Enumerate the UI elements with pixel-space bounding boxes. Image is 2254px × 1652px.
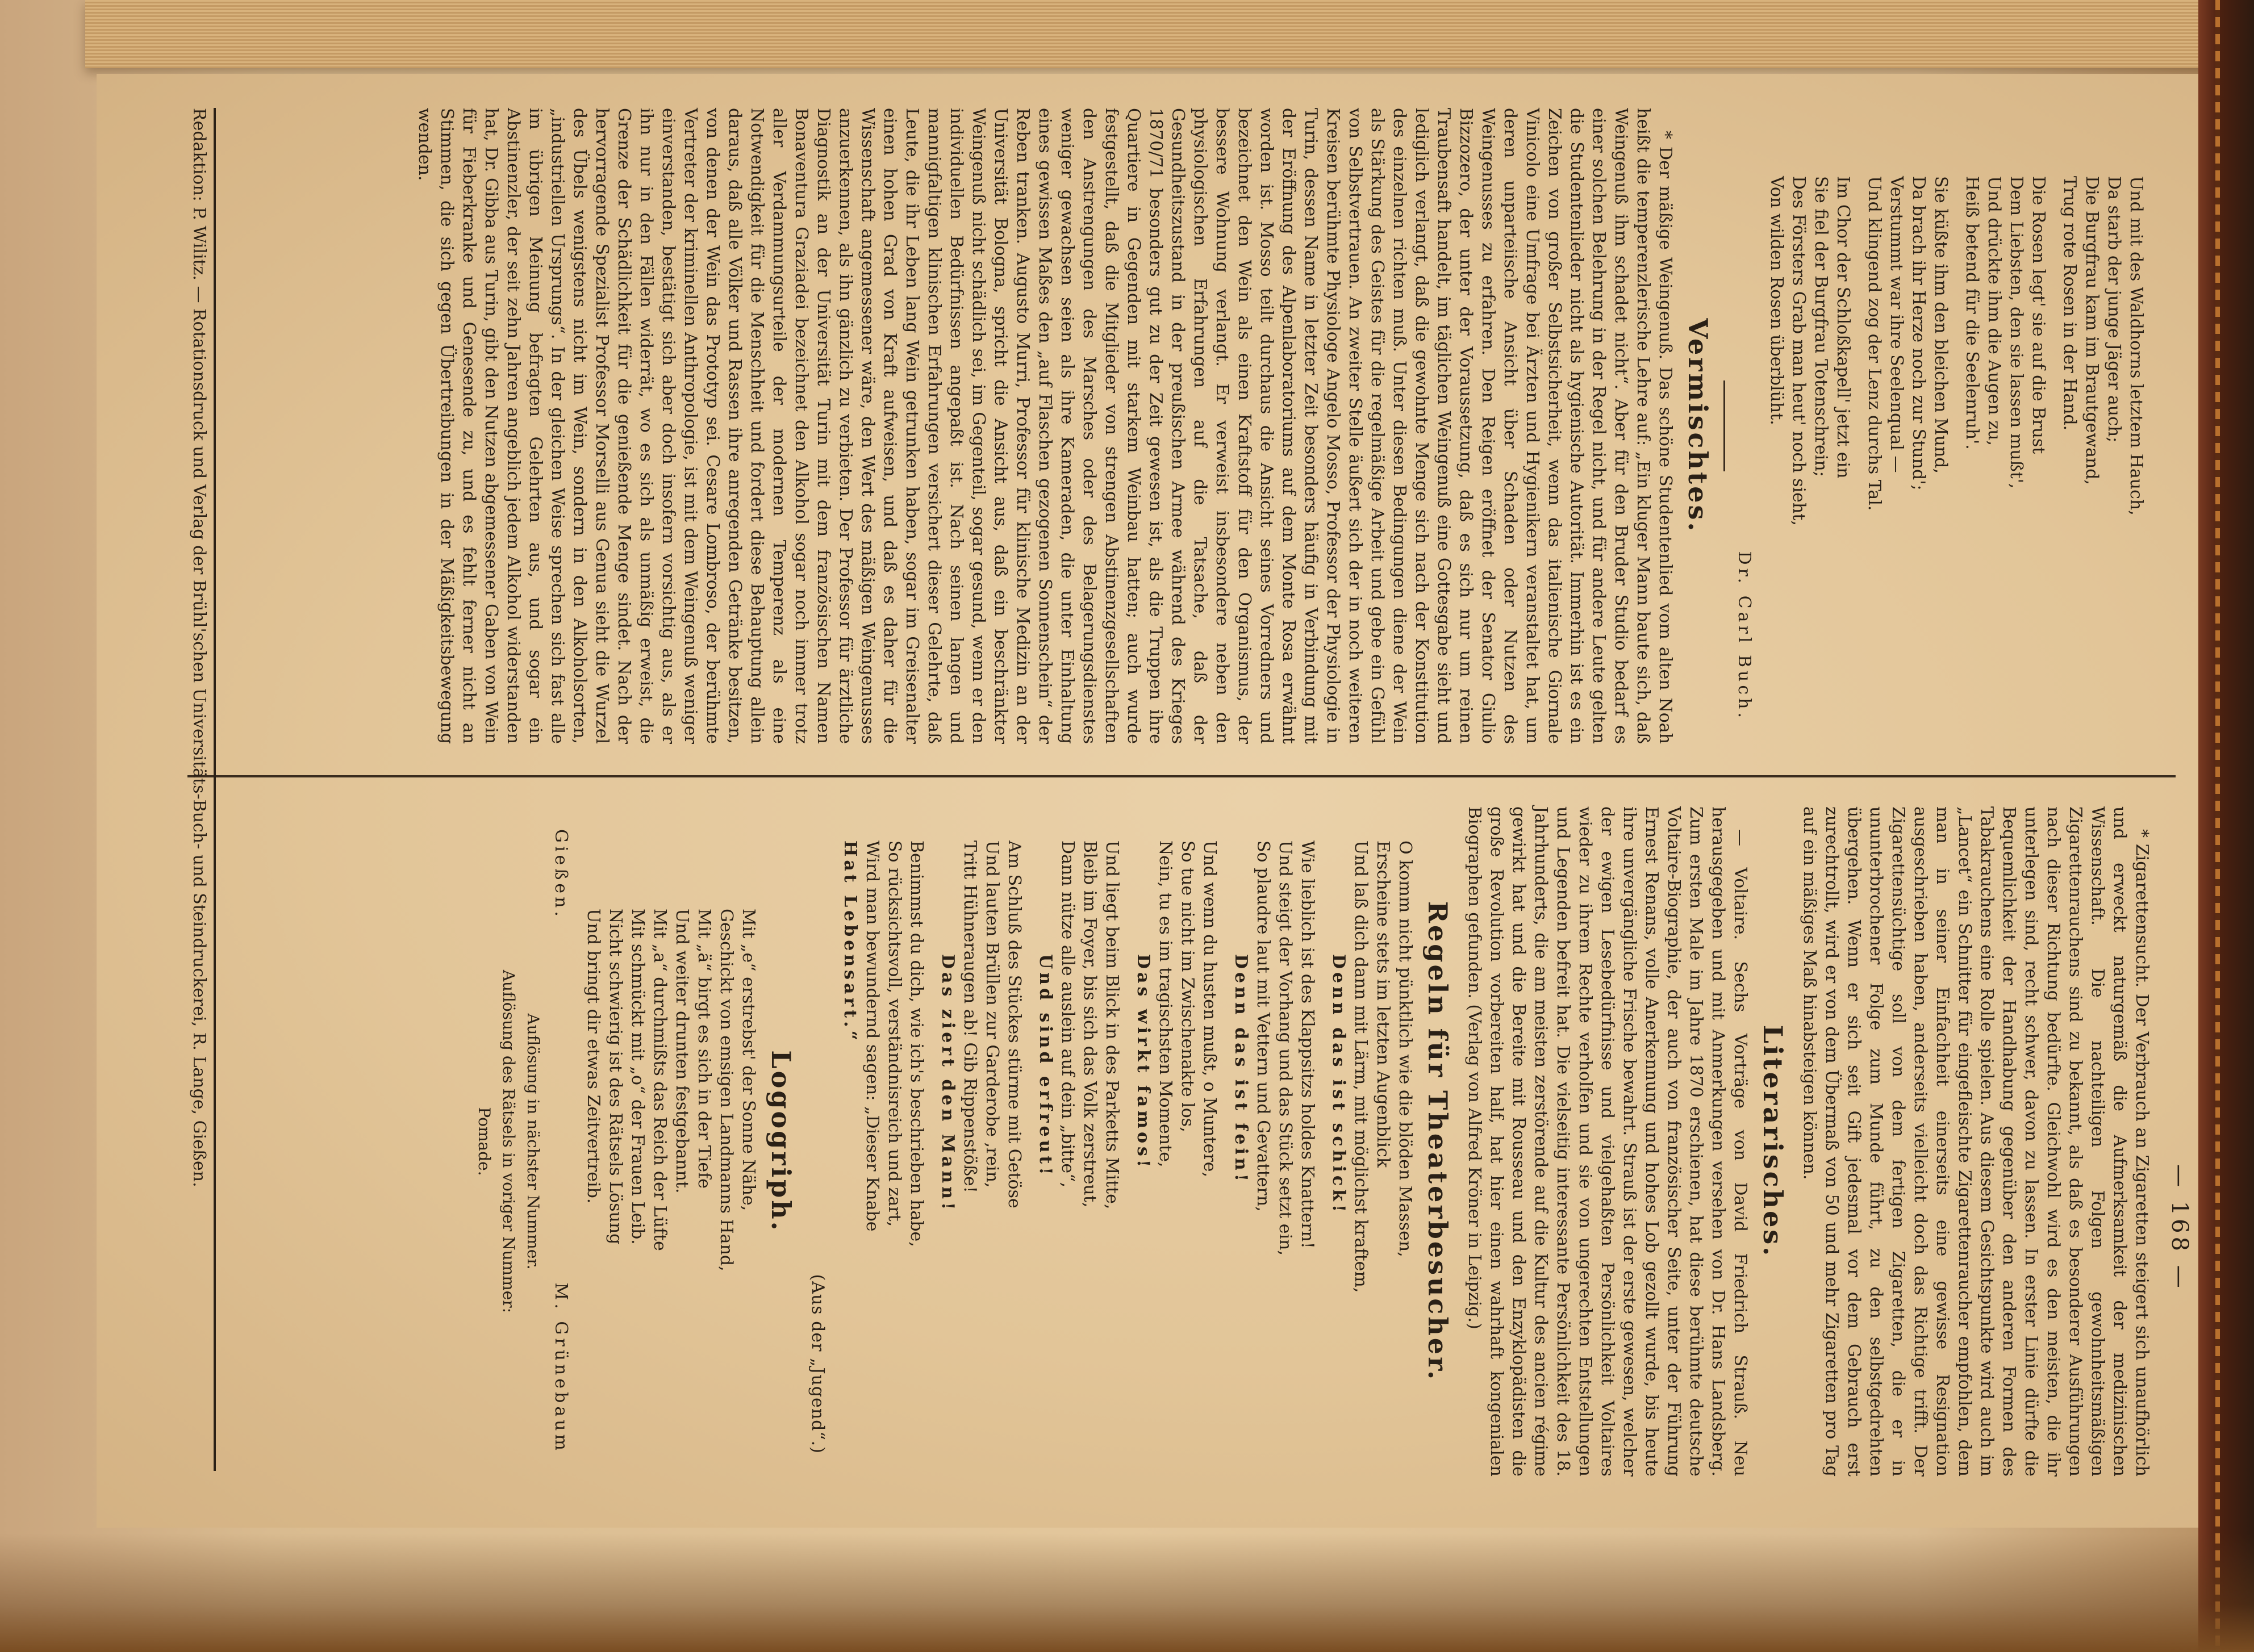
poem-line: So rücksichtsvoll, verständnisreich und zart, <box>884 840 904 1227</box>
poem-line: So tue nicht im Zwischenakte los, <box>1178 840 1197 1132</box>
poem-line: Verstummt war ihre Seelenqual — <box>1886 176 1906 473</box>
poem-line: Sie küßte ihm den bleichen Mund, <box>1931 176 1951 474</box>
newspaper-page <box>97 74 2198 1528</box>
poem-line: Wie lieblich ist des Klappsitzs holdes Knattern! <box>1297 840 1317 1249</box>
poem-line: Wird man bewundernd sagen: „Dieser Knabe <box>862 840 882 1232</box>
poem-stanza <box>1765 176 1854 744</box>
poem-line: Geschickt von emsigen Landmanns Hand, <box>716 909 736 1272</box>
article-voltaire: — Voltaire. Sechs Vorträge von David Friedrich Strauß. Neu herausgegeben und mit Anmerkungen versehen von Dr. Hans Landsberg. Zum ersten Male im Jahre 1870 erschienen, hat diese berühmte deutsche Voltaire-Biographie, der auch von französischer Seite, unter der Führung Ernest Renans, volle Anerkennung und hohes Lob gezollt wurde, bis heute ihre unvergängliche Frische bewahrt. Strauß ist der erste gewesen, welcher der ewigen Lesebedürfnisse und vielgehaßten Persönlichkeit Voltaires wieder zu ihrem Rechte verholfen und sie von ungerechten Entstellungen und Legenden befreit hat. Die vielseitig interessante Persönlichkeit des 18. Jahrhunderts, die am meisten zerstörende auf die Kultur des ancien régime gewirkt hat und die Bereite mit Rousseau und den Enzyklopädisten die große Revolution vorbereiten half, hat hier einen wahrhaft kongenialen Biographen gefunden. (Verlag von Alfred Kröner in Leipzig.) <box>1464 806 1750 1477</box>
poem-refrain: Und sind erfreut! <box>1036 954 1055 1178</box>
poem-line: Mit „e“ erstrebst' der Sonne Nähe, <box>738 909 758 1211</box>
section-title-vermischtes: Vermischtes. <box>1683 318 1713 534</box>
poem-line: Tritt Hühneraugen ab! Gib Rippenstöße! <box>960 840 980 1193</box>
poem-stanza <box>1863 176 1952 744</box>
poem-source: (Aus der „Jugend“.) <box>808 1274 828 1454</box>
poem-stanza <box>1961 176 2050 744</box>
rotated-text-block <box>108 85 2193 1516</box>
regeln-poem <box>839 840 1416 1477</box>
poem-line: O komm nicht pünktlich wie die blöden Massen, <box>1395 840 1415 1257</box>
cover-stitching <box>2215 0 2220 1652</box>
poem-line: So plaudre laut mit Vettern und Gevattern, <box>1253 840 1273 1212</box>
poem-line: Und drückte ihm die Augen zu, <box>1984 176 2004 446</box>
right-column <box>131 806 2153 1477</box>
poem-line: Benimmst du dich, wie ich's beschrieben habe, <box>907 840 926 1247</box>
poem-line: Sie fiel der Burgfrau Totenschrein; <box>1811 176 1831 477</box>
poem-line: Mit schmückt mit „o“ der Frauen Leib. <box>628 909 648 1245</box>
poem-line: Und bringt dir etwas Zeitvertreib. <box>583 909 603 1204</box>
poem-line: Und wenn du husten mußt, o Muntere, <box>1200 840 1220 1178</box>
poem-line: Und steigt der Vorhang und das Stück setzt ein, <box>1275 840 1295 1256</box>
poem-line: Die Burgfrau kam im Brautgewand, <box>2082 176 2102 485</box>
logogriph-credit <box>550 829 572 1454</box>
poem-line: Heiß betend für die Seelenruh'. <box>1962 176 1982 450</box>
poem-stanza <box>839 840 928 1477</box>
poem-stanza <box>937 840 1025 1477</box>
left-column <box>131 108 2153 744</box>
poem-line: Und liegt beim Blick in des Parketts Mitte, <box>1102 840 1122 1210</box>
poem-line: Und klingend zog der Lenz durchs Tal. <box>1864 176 1884 511</box>
poem-line: Von wilden Rosen überblüht. <box>1767 176 1786 425</box>
poem-refrain: Das ziert den Mann! <box>938 954 958 1214</box>
poem-line: Erscheine stets im letzten Augenblick <box>1373 840 1393 1168</box>
poem-stanza <box>1230 840 1318 1477</box>
poem-line: Im Chor der Schloßkapell' jetzt ein <box>1833 176 1853 479</box>
poem-line: Und mit des Waldhorns letztem Hauch, <box>2126 176 2146 516</box>
section-rule <box>1723 380 1725 471</box>
poem-line: Da starb der junge Jäger auch; <box>2104 176 2124 443</box>
imprint-footer: Redaktion: P. Wilitz. — Rotationsdruck und Verlag der Brühl'schen Universitäts-Buch- und Steindruckerei, R. Lange, Gießen. <box>189 108 216 1471</box>
poem-stanza <box>1034 840 1123 1477</box>
poem-stanza <box>2059 176 2147 744</box>
poem-line: Und laß dich dann mit Lärm, mit möglichst kraftem, <box>1351 840 1371 1293</box>
poem-line: Und weiter drunten festgebannt. <box>672 909 692 1194</box>
poem-line: Dann nütze alle auslein auf dein „bitte“, <box>1058 840 1078 1188</box>
poem-stanza <box>1132 840 1221 1477</box>
poem-refrain: Das wirkt famos! <box>1133 954 1153 1171</box>
poem-refrain: Hat Lebensart.“ <box>840 840 860 1044</box>
poem-line: Und lauten Brüllen zur Garderobe ‚rein, <box>982 840 1002 1188</box>
poem-line: Nicht schwierig ist des Rätsels Lösung <box>606 909 625 1245</box>
poem-line: Mit „ä“ birgt es sich in der Tiefe <box>694 909 714 1189</box>
poem-line: Die Rosen legt' sie auf die Brust <box>2028 176 2048 454</box>
answer-next-note: Auflösung in nächster Nummer. <box>524 1013 542 1270</box>
book-cover <box>2198 0 2254 1652</box>
answer-prev-label: Auflösung des Rätsels in voriger Nummer: <box>499 969 518 1314</box>
page-number: — 168 — <box>2167 1164 2193 1291</box>
column-divider <box>187 775 2176 777</box>
section-title-logogriph: Logogriph. <box>766 1050 796 1233</box>
page-edges <box>85 0 2221 68</box>
poem-line: Bleib im Foyer, bis sich das Volk zerstreut, <box>1080 840 1100 1208</box>
logogriph-place: Gießen. <box>551 829 571 920</box>
poem-refrain: Denn das ist schick! <box>1329 954 1349 1216</box>
poem-line: Des Försters Grab man heut' noch sieht, <box>1789 176 1809 526</box>
poem-line: Mit „a“ durchmißts das Reich der Lüfte <box>650 909 670 1251</box>
gutter-shadow <box>0 1533 2254 1652</box>
poem-line: Dem Liebsten, den sie lassen mußt', <box>2006 176 2026 489</box>
poem-block <box>1765 176 2147 744</box>
poem-refrain: Denn das ist fein! <box>1231 954 1251 1185</box>
section-title-regeln: Regeln für Theaterbesucher. <box>1422 901 1453 1382</box>
logogriph-poem <box>582 909 759 1477</box>
poem-line: Da brach ihr Herze noch zur Stund'; <box>1909 176 1929 491</box>
poem-line: Am Schluß des Stückes stürme mit Getöse <box>1004 840 1024 1208</box>
answer-prev-value: Pomade. <box>475 1107 494 1176</box>
section-title-literarisches: Literarisches. <box>1758 1024 1788 1258</box>
article-weingenuss: * Der mäßige Weingenuß. Das schöne Studentenlied vom alten Noah heißt die temperenzlerische Lehre auf: „Ein kluger Mann baute sich, daß Weingenuß ihm schadet nicht“. Aber für den Bruder Studio bedarf es einer solchen Belehrung in der Regel nicht, und für andere Leute gelten die Studentenlieder nicht als hygienische Autorität. Immerhin ist es ein Zeichen von großer Selbstsicherheit, wenn das italienische Giornale Vinicolo eine Umfrage bei Ärzten und Hygienikern veranstaltet hat, um deren unparteiische Ansicht über Schaden oder Nutzen des Weingenusses zu erfahren. Den Reigen eröffnet der Senator Giulio Bizzozero, der unter der Voraussetzung, daß es sich nur um reinen Traubensaft handelt, im täglichen Weingenuß eine Gottesgabe sieht und lediglich verlangt, daß die gewohnte Menge sich nach der Konstitution des einzelnen richten muß. Unter diesen Bedingungen diene der Wein als Stärkung des Geistes für die regelmäßige Arbeit und gebe ein Gefühl von Selbstvertrauen. An zweiter Stelle äußert sich der in noch weiteren Kreisen berühmte Physiologe Angelo Mosso, Professor der Physiologie in Turin, dessen Name in letzter Zeit besonders häufig in Verbindung mit der Eröffnung des Alpenlaboratoriums auf dem Monte Rosa erwähnt worden ist. Mosso teilt durchaus die Ansicht seines Vorredners und bezeichnet den Wein als einen Kraftstoff für den Organismus, der bessere Wohnung verlangt. Er verweist insbesondere neben den physiologischen Erfahrungen auf die Tatsache, daß der Gesundheitszustand in der preußischen Armee während des Krieges 1870/71 besonders gut zu der Zeit gewesen ist, als die Truppen ihre Quartiere in Gegenden mit starkem Weinbau hatten; auch wurde festgestellt, daß die Mitglieder von strengen Abstinenzgesellschaften den Anstrengungen des Marsches oder des Belagerungsdienstes weniger gewachsen seien als ihre Kameraden, die unter Einhaltung eines gewissen Maßes den „auf Flaschen gezogenen Sonnenschein“ der Reben tranken. Augusto Murri, Professor für klinische Medizin an der Universität Bologna, spricht die Ansicht aus, daß ein beschränkter Weingenuß nicht schädlich sei, im Gegenteil, sogar gesund, wenn er den individuellen Bedürfnissen angepaßt ist. Nach seinen langen und mannigfaltigen klinischen Erfahrungen versichert dieser Gelehrte, daß Leute, die ihr Leben lang Wein getrunken haben, sogar im Greisenalter einen hohen Grad von Kraft aufweisen, und daß es daher für die Wissenschaft angemessener wäre, den Wert des mäßigen Weingenusses anzuerkennen, als ihn gänzlich zu verbieten. Der Professor für ärztliche Diagnostik an der Universität Turin mit dem französischen Namen Bonaventura Graziadei bezeichnet den Alkohol sogar noch immer trotz aller Verdammungsurteile der modernen Temperenz als eine Notwendigkeit für die Menschheit und fordert diese Behauptung allein daraus, daß alle Völker und Rassen ihre anregenden Getränke besitzen, von denen der Wein das Prototyp sei. Cesare Lombroso, der berühmte Vertreter der kriminellen Anthropologie, ist mit dem Weingenuß weniger einverstanden, bestätigt sich aber doch insofern vorsichtig aus, als er ihn nur in den Fällen widerrät, wo es sich als unmäßig erweist, die Grenze der Schädlichkeit für die genießende Menge sindet. Nach der hervorragende Spezialist Professor Morselli aus Genua sieht die Wurzel des Übels wenigstens nicht im Wein, sondern in den Alkoholsorten, „industriellen Ursprungs“. In der gleichen Weise sprechen sich fast alle im übrigen Meinung befragten Gelehrten aus, und sogar ein Abstinenzler, der seit zehn Jahren angeblich jedem Alkohol widerstanden hat, Dr. Gibba aus Turin, gibt den Nutzen abgemessener Gaben von Wein für Fieberkranke und Genesende zu, und es fehlt ferner nicht an Stimmen, die sich gegen Übertreibungen in der Mäßigkeitsbewegung wenden. <box>415 108 1675 744</box>
poem-line: Trug rote Rosen in der Hand. <box>2060 176 2080 431</box>
poem-signature: Dr. Carl Buch. <box>1734 551 1754 721</box>
article-zigarettensucht: * Zigarettensucht. Der Verbrauch an Zigaretten steigert sich unaufhörlich und erweckt naturgemäß die Aufmerksamkeit der medizinischen Wissenschaft. Die nachteiligen Folgen gewohnheitsmäßigen Zigarettenrauchens sind zu bekannt, als daß es besonderer Ausführungen nach dieser Richtung bedürfte. Gleichwohl wird es den meisten, die ihr unterlegen sind, recht schwer, davon zu lassen. In erster Linie dürfte die Bequemlichkeit der Handhabung gegenüber den anderen Formen des Tabakrauchens eine Rolle spielen. Aus diesem Gesichtspunkte wird auch im „Lancet“ ein Schnitter für eingefleischte Zigarettenraucher empfohlen, dem man in seiner Einfachheit einerseits eine gewisse Resignation ausgeschrieben haben, anderseits vielleicht doch das Richtige trifft. Der Zigarettensüchtige soll von dem fertigen Zigaretten, die er in ununterbrochener Folge zum Munde führt, zu den selbstgedrehten übergehen. Wenn er sich seit Gift jedesmal vor dem Gebrauch erst zurechtrollt, wird er von dem Übermaß von 50 und mehr Zigaretten pro Tag auf ein mäßiges Maß hinabsteigen können. <box>1800 806 2152 1477</box>
poem-line: Nein, tu es im tragischsten Momente, <box>1155 840 1175 1168</box>
poem-stanza <box>1328 840 1416 1477</box>
logogriph-author: M. Grünebaum <box>551 1282 571 1454</box>
